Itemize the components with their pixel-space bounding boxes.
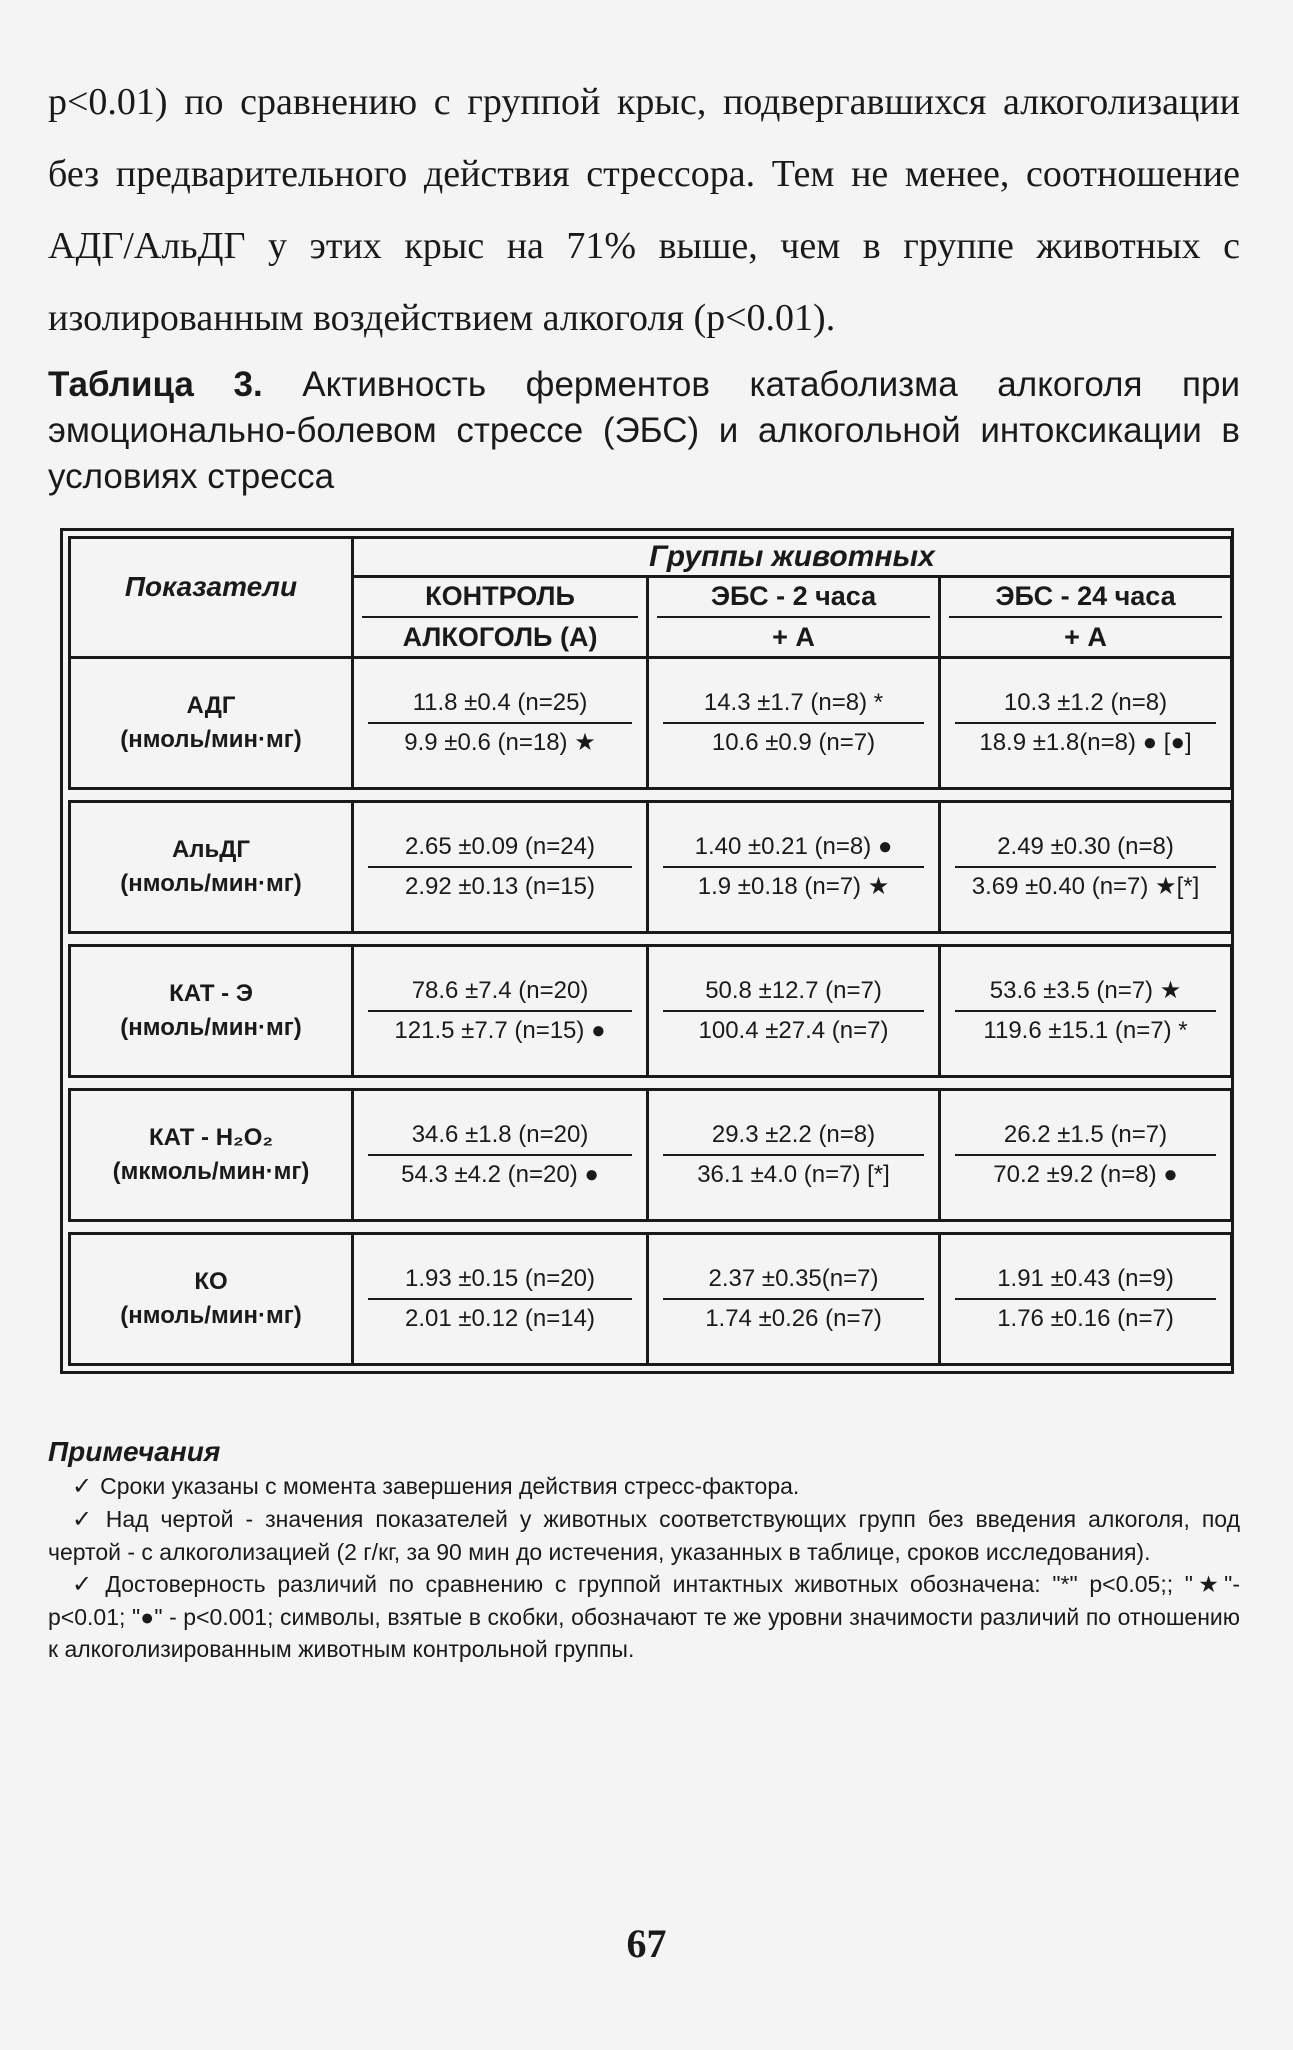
groups-header: Группы животных xyxy=(353,538,1232,577)
value-cell xyxy=(648,802,940,933)
value-with-alcohol: 1.76 ±0.16 (n=7) xyxy=(997,1305,1174,1332)
value-cell xyxy=(648,1234,940,1365)
table-row xyxy=(70,946,1232,1077)
row-spacer xyxy=(70,1077,1232,1090)
value-cell xyxy=(353,1234,648,1365)
value-cell xyxy=(353,802,648,933)
value-cell xyxy=(940,658,1232,789)
param-unit: (нмоль/мин·мг) xyxy=(120,1014,302,1041)
value-no-alcohol: 1.40 ±0.21 (n=8) ● xyxy=(663,828,924,868)
note-item xyxy=(48,1470,1240,1503)
row-spacer xyxy=(70,933,1232,946)
note-text: Достоверность различий по сравнению с группой интактных животных обозначена: "*" p<0.05;; "★"- p<0.01; "●" - p<0.001; символы, взятые в скобки, обозначают те же уровни значимости различий по отношению к алкоголизированным животным контрольной группы. xyxy=(48,1571,1240,1662)
enzyme-table-frame xyxy=(60,528,1234,1374)
table-row xyxy=(70,802,1232,933)
value-with-alcohol: 119.6 ±15.1 (n=7) * xyxy=(983,1017,1188,1044)
notes-section xyxy=(48,1434,1240,1665)
value-cell xyxy=(353,658,648,789)
notes-title: Примечания xyxy=(48,1436,221,1467)
column-header-line2: + А xyxy=(1064,622,1107,652)
note-text: Сроки указаны с момента завершения действия стресс-фактора. xyxy=(100,1473,800,1499)
value-no-alcohol: 26.2 ±1.5 (n=7) xyxy=(955,1116,1216,1156)
value-cell xyxy=(648,658,940,789)
value-with-alcohol: 100.4 ±27.4 (n=7) xyxy=(698,1017,889,1044)
value-with-alcohol: 1.9 ±0.18 (n=7) ★ xyxy=(697,873,890,900)
param-cell xyxy=(70,802,353,933)
value-no-alcohol: 2.49 ±0.30 (n=8) xyxy=(955,828,1216,868)
param-name: АДГ xyxy=(186,692,236,719)
value-no-alcohol: 11.8 ±0.4 (n=25) xyxy=(368,684,632,724)
param-name: АльДГ xyxy=(171,836,251,863)
row-spacer xyxy=(70,1221,1232,1234)
value-with-alcohol: 2.01 ±0.12 (n=14) xyxy=(405,1305,595,1332)
value-with-alcohol: 18.9 ±1.8(n=8) ● [●] xyxy=(979,729,1192,756)
value-with-alcohol: 70.2 ±9.2 (n=8) ● xyxy=(993,1161,1178,1188)
value-no-alcohol: 1.91 ±0.43 (n=9) xyxy=(955,1260,1216,1300)
param-unit: (нмоль/мин·мг) xyxy=(120,726,302,753)
param-name: КО xyxy=(194,1268,228,1295)
row-spacer xyxy=(70,789,1232,802)
value-no-alcohol: 50.8 ±12.7 (n=7) xyxy=(663,972,924,1012)
param-cell xyxy=(70,658,353,789)
column-header-ebs-24h xyxy=(940,577,1232,658)
param-unit: (мкмоль/мин·мг) xyxy=(112,1158,310,1185)
param-name: КАТ - Э xyxy=(169,980,253,1007)
param-unit: (нмоль/мин·мг) xyxy=(120,870,302,897)
value-with-alcohol: 10.6 ±0.9 (n=7) xyxy=(711,729,876,756)
param-cell xyxy=(70,1234,353,1365)
param-header: Показатели xyxy=(70,538,353,658)
checkmark-icon: ✓ xyxy=(72,1506,98,1533)
value-with-alcohol: 36.1 ±4.0 (n=7) [*] xyxy=(697,1161,890,1188)
table-row xyxy=(70,1090,1232,1221)
table-caption xyxy=(48,362,1240,500)
value-with-alcohol: 54.3 ±4.2 (n=20) ● xyxy=(401,1161,599,1188)
param-unit: (нмоль/мин·мг) xyxy=(120,1302,302,1329)
value-no-alcohol: 2.65 ±0.09 (n=24) xyxy=(368,828,632,868)
value-cell xyxy=(940,1090,1232,1221)
value-no-alcohol: 53.6 ±3.5 (n=7) ★ xyxy=(955,972,1216,1012)
value-no-alcohol: 10.3 ±1.2 (n=8) xyxy=(955,684,1216,724)
column-header-line1: КОНТРОЛЬ xyxy=(362,581,638,618)
column-header-control xyxy=(353,577,648,658)
value-with-alcohol: 2.92 ±0.13 (n=15) xyxy=(405,873,595,900)
value-no-alcohol: 14.3 ±1.7 (n=8) * xyxy=(663,684,924,724)
value-cell xyxy=(940,946,1232,1077)
table-caption-label: Таблица 3. xyxy=(48,365,263,404)
value-cell xyxy=(940,802,1232,933)
column-header-line1: ЭБС - 2 часа xyxy=(657,581,930,618)
column-header-ebs-2h xyxy=(648,577,940,658)
note-text: Над чертой - значения показателей у животных соответствующих групп без введения алкоголя, под чертой - с алкоголизацией (2 г/кг, за 90 мин до истечения, указанных в таблице, сроков исследования). xyxy=(48,1506,1241,1565)
value-no-alcohol: 2.37 ±0.35(n=7) xyxy=(663,1260,924,1300)
column-header-line2: АЛКОГОЛЬ (А) xyxy=(402,622,598,652)
column-header-line1: ЭБС - 24 часа xyxy=(949,581,1222,618)
enzyme-table xyxy=(68,536,1233,1366)
value-cell xyxy=(648,946,940,1077)
param-cell xyxy=(70,946,353,1077)
table-row xyxy=(70,658,1232,789)
value-no-alcohol: 34.6 ±1.8 (n=20) xyxy=(368,1116,632,1156)
value-cell xyxy=(353,946,648,1077)
table-caption-text: Активность ферментов катаболизма алкоголя при эмоционально-болевом стрессе (ЭБС) и алкогольной интоксикации в условиях стресса xyxy=(48,365,1240,496)
table-row xyxy=(70,1234,1232,1365)
param-name: КАТ - H₂O₂ xyxy=(148,1124,274,1151)
value-with-alcohol: 121.5 ±7.7 (n=15) ● xyxy=(394,1017,606,1044)
value-cell xyxy=(940,1234,1232,1365)
page-number: 67 xyxy=(626,1921,667,1966)
note-item xyxy=(48,1568,1240,1665)
column-header-line2: + А xyxy=(772,622,815,652)
value-cell xyxy=(648,1090,940,1221)
value-with-alcohol: 9.9 ±0.6 (n=18) ★ xyxy=(404,729,596,756)
checkmark-icon: ✓ xyxy=(72,1473,93,1500)
body-paragraph: p<0.01) по сравнению с группой крыс, подвергавшихся алкоголизации без предварительного действия стрессора. Тем не менее, соотношение АДГ/АльДГ у этих крыс на 71% выше, чем в группе животных с изолированным воздействием алкоголя (p<0.01). xyxy=(48,81,1240,339)
checkmark-icon: ✓ xyxy=(72,1571,98,1598)
value-with-alcohol: 1.74 ±0.26 (n=7) xyxy=(705,1305,882,1332)
value-cell xyxy=(353,1090,648,1221)
param-cell xyxy=(70,1090,353,1221)
value-no-alcohol: 1.93 ±0.15 (n=20) xyxy=(368,1260,632,1300)
value-no-alcohol: 78.6 ±7.4 (n=20) xyxy=(368,972,632,1012)
note-item xyxy=(48,1503,1240,1568)
value-with-alcohol: 3.69 ±0.40 (n=7) ★[*] xyxy=(971,873,1200,900)
value-no-alcohol: 29.3 ±2.2 (n=8) xyxy=(663,1116,924,1156)
